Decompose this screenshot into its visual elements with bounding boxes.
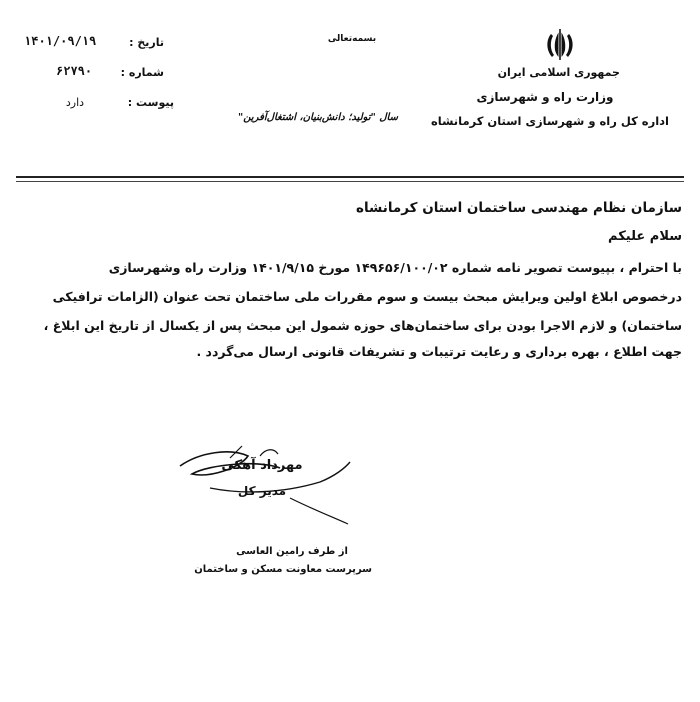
org-line-department: اداره کل راه و شهرسازی استان کرمانشاه (431, 114, 669, 128)
handwritten-signature-icon (170, 438, 360, 528)
body-line-3: ساختمان) و لازم الاجرا بودن برای ساختمان‌های حوزه شمول این مبحث پس از یکسال از تاریخ این ابلاغ ، (43, 318, 682, 333)
date-value: ۱۴۰۱/۰۹/۱۹ (24, 34, 97, 48)
invocation: بسمه‌تعالی (327, 34, 377, 44)
greeting: سلام علیکم (608, 229, 682, 244)
number-label: شماره : (120, 66, 164, 79)
copy-line-2: سرپرست معاونت مسکن و ساختمان (194, 564, 372, 575)
header-divider-thin (16, 181, 684, 182)
body-line-1: با احترام ، بپیوست تصویر نامه شماره ۱۴۹۶۵۶/۱۰۰/۰۲ مورخ ۱۴۰۱/۹/۱۵ وزارت راه وشهرسازی (108, 260, 682, 275)
signer-name: مهرداد آهکی (221, 458, 303, 473)
signer-title: مدیر کل (237, 484, 287, 498)
body-line-4: جهت اطلاع ، بهره برداری و رعایت ترتیبات و تشریفات قانونی ارسال می‌گردد . (196, 344, 682, 359)
number-value: ۶۲۷۹۰ (56, 64, 93, 78)
year-motto: سال "تولید؛ دانش‌بنیان، اشتغال‌آفرین" (238, 112, 398, 123)
header-divider (16, 176, 684, 178)
date-label: تاریخ : (129, 36, 164, 49)
body-line-2: درخصوص ابلاغ اولین ویرایش مبحث بیست و سوم مقررات ملی ساختمان تحت عنوان (الزامات ترافیکی (52, 289, 682, 304)
recipient: سازمان نظام مهندسی ساختمان استان کرمانشاه (355, 200, 682, 216)
iran-emblem-icon (542, 26, 578, 62)
attachment-value: دارد (65, 96, 85, 109)
attachment-label: پیوست : (127, 96, 174, 109)
org-line-country: جمهوری اسلامی ایران (497, 66, 620, 79)
copy-line-1: از طرف رامین العاسی (236, 546, 348, 557)
org-line-ministry: وزارت راه و شهرسازی (476, 90, 614, 104)
